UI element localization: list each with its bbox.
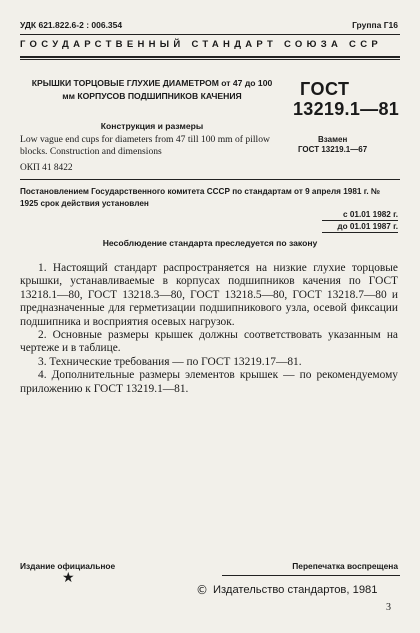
paragraph-4: 4. Дополнительные размеры элементов крышек — по рекомендуемому приложению к ГОСТ 13219.1—81. [20,369,398,395]
body-text [20,262,398,396]
valid-to-underline [322,232,398,233]
document-title: КРЫШКИ ТОРЦОВЫЕ ГЛУХИЕ ДИАМЕТРОМ от 47 до 100 мм КОРПУСОВ ПОДШИПНИКОВ КАЧЕНИЯ [31,78,273,101]
okp-code: ОКП 41 8422 [20,163,73,173]
gost-number: 13219.1—81 [293,99,400,119]
official-edition-label: Издание официальное [20,561,116,571]
star-icon: ★ [62,570,75,586]
replaces-label: Взамен [318,135,348,144]
replaces-value: ГОСТ 13219.1—67 [298,145,368,154]
footer-rule [222,575,400,576]
paragraph-1: 1. Настоящий стандарт распространяется на низкие глухие торцовые крышки, устанавливаемые в корпусах подшипников качения по ГОСТ 13218.1—80, ГОСТ 13218.3—80, ГОСТ 13218.5—80, ГОСТ 13218.7—80 и предназначенные для герметизации подшипникового узла, осевой фиксации подшипника и восприятия осевых нагрузок. [20,262,398,328]
state-standard-heading: ГОСУДАРСТВЕННЫЙ СТАНДАРТ СОЮЗА ССР [20,39,383,50]
section-rule [20,179,400,180]
paragraph-3: 3. Технические требования — по ГОСТ 13219.17—81. [38,355,302,368]
copyright-icon: © [196,583,208,597]
resolution-text: Постановлением Государственного комитета СССР по стандартам от 9 апреля 1981 г. № 1925 срок действия установлен [20,187,380,208]
header-rule-thin [20,59,400,60]
valid-from-underline [322,220,398,221]
copyright-text: Издательство стандартов, 1981 [213,584,378,596]
paragraph-2: 2. Основные размеры крышек должны соответствовать указанным на чертеже и в таблице. [20,329,398,355]
english-title: Low vague end cups for diameters from 47 till 100 mm of pillow blocks. Construction and dimensions [20,134,270,157]
group-code: Группа Г16 [352,20,398,30]
valid-to-date: до 01.01 1987 г. [337,222,398,231]
header-rule-thick [20,56,400,58]
reprint-prohibited-label: Перепечатка воспрещена [292,561,398,571]
udk-code: УДК 621.822.6-2 : 006.354 [20,20,123,30]
document-subtitle: Конструкция и размеры [100,121,204,131]
valid-from-date: с 01.01 1982 г. [343,210,398,219]
page-number: 3 [386,602,391,613]
gost-label: ГОСТ [300,79,350,99]
legal-warning: Несоблюдение стандарта преследуется по закону [102,238,318,248]
header-rule-top [20,34,400,35]
